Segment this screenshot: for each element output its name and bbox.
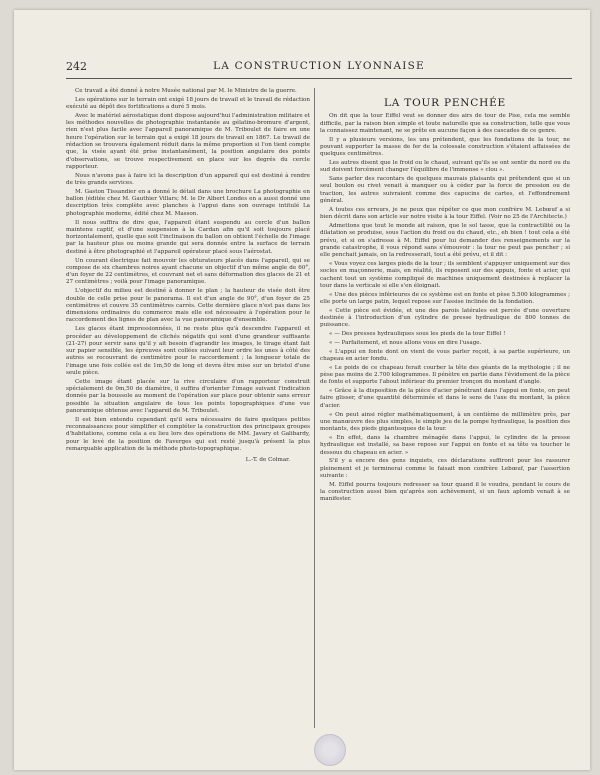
paragraph: L'objectif du milieu est destiné à donner le plan ; la hauteur de visée doit être double de celle prise pour le panorama. Il est d'un angle de 90°, d'un foyer de 25 centimètres et couvre 35 centimètres carrés. Cette dernière glace n'est pas dans les dimensions ordinaires du commerce mais elle est nécessaire à l'opération pour le raccordement des lignes de plan avec la vue panoramique d'ensemble. <box>66 288 310 324</box>
page-number: 242 <box>66 60 87 73</box>
paragraph: On dit que la tour Eiffel veut se donner des airs de tour de Pise, cela me semble difficile, par la raison bien simple et toute naturelle que sa construction, telle que vous la connaissez maintenant, ne se prête en aucune façon à des cascades de ce genre. <box>320 113 570 134</box>
paragraph: « Le poids de ce chapeau ferait courber la tête des géants de la mythologie ; il ne pèse pas moins de 2.700 kilogrammes. Il pénètre en partie dans l'évidement de la pièce de fonte et supporte l'about inférieur du premier tronçon du montant d'angle. <box>320 364 570 386</box>
paragraph: Ce travail a été donné à notre Musée national par M. le Ministre de la guerre. <box>75 88 297 94</box>
paragraph: « — Parfaitement, et nous allons vous en dire l'usage. <box>329 339 482 346</box>
paragraph: M. Gaston Tissandier en a donné le détail dans une brochure La photographie en ballon (éditée chez M. Gauthier Villars; M. le Dr Albert Londes en a aussi donné une description très complète avec planches à l'appui dans son ouvrage intitulé La photographie moderne, édité chez M. Masson. <box>66 188 310 217</box>
paragraph: A toutes ces erreurs, je ne peux que répéter ce que mon confrère M. Lebœuf a si bien décrit dans son article sur notre visite à la tour Eiffel. (Voir no 25 de l'Architecte.) <box>320 206 570 221</box>
section-title: LA TOUR PENCHÉE <box>383 97 507 109</box>
paragraph: « Vous voyez ces larges pieds de la tour ; ils semblent s'appuyer uniquement sur des socles en maçonnerie, mais, en réalité, ils reposent sur des appuis, fonte et acier, qui cachent tout un système compliqué de machines uniquement destinées à replacer la tour dans la verticale si elle s'en éloignait. <box>320 260 570 289</box>
magazine-page <box>14 10 590 770</box>
paragraph: « Une des pièces inférieures de ce système est en fonte et pèse 5.500 kilogrammes ; elle porte un large patin, lequel repose sur l'assise inclinée de la fondation. <box>320 291 570 305</box>
paragraph: Les autres disent que le froid ou le chaud, suivant qu'ils se ont sentir du nord ou du sud doivent forcément changer l'équilibre de l'immense « clou ». <box>320 160 570 174</box>
running-title: LA CONSTRUCTION LYONNAISE <box>213 60 425 72</box>
paragraph: Les glaces étant impressionnées, il ne reste plus qu'à descendre l'appareil et procéder au développement de clichés négatifs qui sont d'une grandeur suffisante (21-27) pour servir sans qu'il y ait besoin d'agrandir les images, le tirage étant fait sur papier sensible, les épreuves sont collées suivant leur ordre les unes à côté des autres se recouvrant de centimètre pour le raccordement ; la longueur totale de l'image une fois collée est de 1m,50 de long et devra être mise sur un bristol d'une seule pièce. <box>66 326 310 376</box>
paragraph: « L'appui en fonte dont on vient de vous parler reçoit, à sa partie supérieure, un chapeau en acier fondu. <box>320 348 570 362</box>
paragraph: « En effet, dans la chambre ménagée dans l'appui, le cylindre de la presse hydraulique est installé, sa base repose sur l'appui en fonte et sa tête va toucher le dessous du chapeau en acier. » <box>320 434 570 456</box>
paragraph: Il y a plusieurs versions, les uns prétendent, que les fondations de la tour, ne pouvant supporter la masse de fer de la colossale construction s'étaient affaissées de quelques centimètres. <box>320 136 570 158</box>
paragraph: S'il y a encore des gens inquiets, ces déclarations suffiront pour les rassurer pleinement et je terminerai comme le faisait mon confrère Lebœuf, par l'assertion suivante : <box>320 458 570 479</box>
paragraph: « — Des presses hydrauliques sous les pieds de la tour Eiffel ! <box>329 331 506 338</box>
paragraph: Il est bien entendu cependant qu'il sera nécessaire de faire quelques petites reconnaissances pour simplifier et compléter la construction des principaux groupes d'habitations, comme cela a eu lieu lors des opérations de MM. Javary et Galibardy, pour le levé de la position de Faverges qui est resté jusqu'à présent la plus remarquable application de la méthode photo-topographique. <box>66 416 310 452</box>
paragraph: « On peut ainsi régler mathématiquement, à un centième de millimètre près, par une manœuvre des plus simples, le simple jeu de la pompe hydraulique, la position des montants, des pieds gigantesques de la tour. <box>320 411 570 433</box>
paragraph: Avec le matériel aérostatique dont dispose aujourd'hui l'administration militaire et les méthodes nouvelles de photographie instantanée au gélatino-bromure d'argent, rien n'est plus facile avec l'appareil panoramique de M. Triboulet de faire en une heure l'opération sur le terrain qui a exigé 18 jours de travail en 1867. Le travail de rédaction se trouvera également réduit dans la même proportion si l'on tient compte que, la visée ayant été prise instantanément, la position angulaire des points d'observations, se trouve respectivement en place sur les degrés du cercle rapporteur. <box>66 112 310 170</box>
paragraph: Les opérations sur le terrain ont exigé 18 jours de travail et le travail de rédaction exécuté au dépôt des fortifications a duré 5 mois. <box>66 96 310 111</box>
paragraph: Nous n'avons pas à faire ici la description d'un appareil qui est destiné à rendre de très grands services. <box>66 172 310 187</box>
paragraph: « Cette pièce est évidée, et une des parois latérales est percée d'une ouverture destinée à l'introduction d'un cylindre de presse hydraulique de 800 tonnes de puissance. <box>320 307 570 329</box>
paragraph: Sans parler des racontars de quelques mauvais plaisants qui prétendent que si un seul boulon ou rivet venait à manquer ou à céder par la force de pression ou de traction, les autres suivraient comme des capucins de cartes, et l'effondrement général. <box>320 176 570 205</box>
paragraph: Un courant électrique fait mouvoir les obturateurs placés dans l'appareil, qui se compose de six chambres noires ayant chacune un objectif d'un même angle de 60°, d'un foyer de 22 centimètres, et couvrant net et sans déformation des glaces de 21 et 27 centimètres ; voilà pour l'image panoramique. <box>66 257 310 286</box>
right-column <box>320 88 570 505</box>
paragraph: Admettons que tout le monde ait raison, que le sol tasse, que la contractilité ou la dilatation se produise, sous l'action du froid ou du chaud, etc., eh bien ! tout cela a été prévu, et si on s'adresse à M. Eiffel pour lui demander des renseignements sur la grande catastrophe, il vous répond sans s'émouvoir : la tour ne peut pas pencher ; si elle penchait jamais, on la redresserait, tout a été prévu, et il dit : <box>320 222 570 259</box>
paragraph: Il nous suffira de dire que, l'appareil étant suspendu au cercle d'un ballon maintenu captif, et d'une suspension à la Cardan afin qu'il soit toujours placé horizontalement, quelle que soit l'inclinaison du ballon on obtient l'échelle de l'image par la hauteur plus ou moins grande qui sera donnée entre la surface de terrain destiné à être photographié et l'appareil opérateur placé sous l'aérostat. <box>66 219 310 255</box>
library-stamp <box>314 734 346 766</box>
paragraph: Cette image étant placée sur la rive circulaire d'un rapporteur construit spécialement de 0m,50 de diamètre, il suffira d'orienter l'image suivant l'indication donnée par la boussole au moment de l'opération sur place pour obtenir sans erreur possible la situation angulaire de tous les points topographiques d'une vue panoramique obtenue avec l'appareil de M. Triboulet. <box>66 378 310 414</box>
paragraph: « Grâce à la disposition de la pièce d'acier pénétrant dans l'appui en fonte, on peut faire glisser, d'une quantité déterminée et dans le sens de l'axe du montant, la pièce d'acier. <box>320 388 570 409</box>
left-column <box>66 88 310 466</box>
author-signature: L.-T. de Colmar. <box>245 457 290 464</box>
column-divider <box>314 88 315 728</box>
paragraph: M. Eiffel pourra toujours redresser sa tour quand il le voudra, pendant le cours de la construction aussi bien qu'après son achèvement, si un faux aplomb venait à se manifester. <box>320 481 570 503</box>
page-header <box>66 58 572 79</box>
